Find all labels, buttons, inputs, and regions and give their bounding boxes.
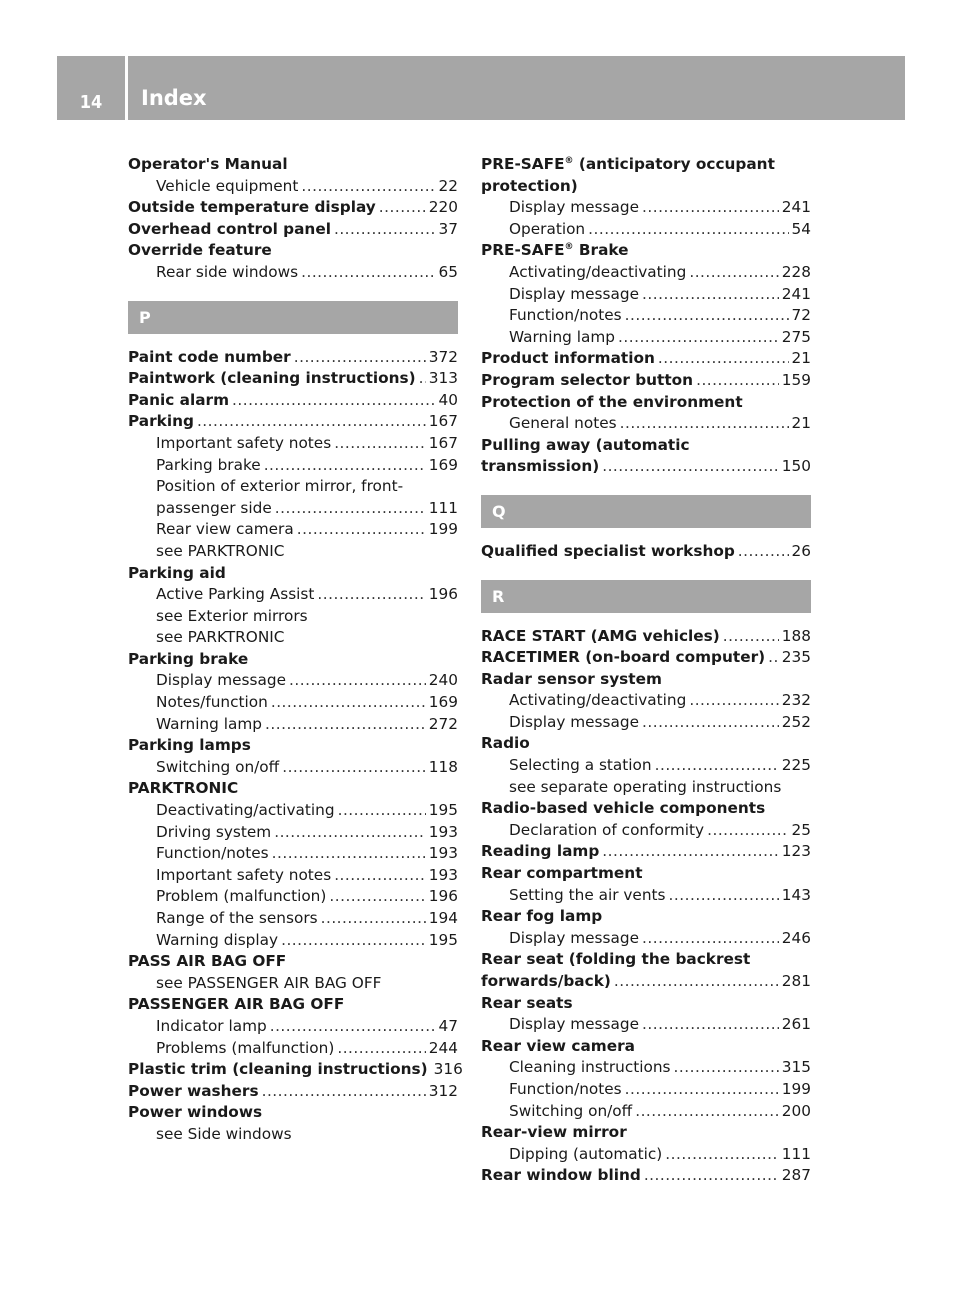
index-subentry xyxy=(481,712,811,734)
index-entry xyxy=(128,994,458,1016)
index-subentry xyxy=(128,1016,458,1038)
entry-term: Deactivating/activating xyxy=(156,801,335,820)
dot-leader xyxy=(689,262,778,284)
entry-term: Plastic trim (cleaning instructions) xyxy=(128,1060,428,1079)
dot-leader xyxy=(642,1014,779,1036)
entry-term: Overhead control panel xyxy=(128,219,331,238)
index-entry xyxy=(481,240,811,262)
index-subentry xyxy=(128,519,458,541)
entry-term: Setting the air vents xyxy=(509,885,666,904)
index-subentry xyxy=(128,541,458,563)
index-entry xyxy=(481,669,811,691)
index-entry xyxy=(128,240,458,262)
page-reference: 169 xyxy=(428,455,458,474)
page-reference: 193 xyxy=(428,844,458,863)
entry-term: PASSENGER AIR BAG OFF xyxy=(128,995,345,1014)
dot-leader xyxy=(281,930,426,952)
index-entry xyxy=(128,649,458,671)
index-subentry xyxy=(128,262,458,284)
page-reference: 315 xyxy=(781,1058,811,1077)
index-entry xyxy=(128,1102,458,1124)
entry-term: Problems (malfunction) xyxy=(156,1038,335,1057)
entry-term: Notes/function xyxy=(156,693,268,712)
entry-term: Switching on/off xyxy=(156,757,280,776)
dot-leader xyxy=(625,1079,779,1101)
index-subentry xyxy=(481,1057,811,1079)
page-reference: 196 xyxy=(428,887,458,906)
entry-term: Selecting a station xyxy=(509,756,652,775)
dot-leader xyxy=(317,584,425,606)
index-subentry xyxy=(128,476,458,498)
dot-leader xyxy=(337,1038,425,1060)
entry-term: Warning lamp xyxy=(156,714,262,733)
page-reference: 196 xyxy=(428,585,458,604)
dot-leader xyxy=(738,541,789,563)
index-entry xyxy=(481,733,811,755)
entry-term: Warning lamp xyxy=(509,327,615,346)
page-reference: 246 xyxy=(781,928,811,947)
dot-leader xyxy=(294,347,426,369)
index-entry xyxy=(481,949,811,971)
index-entry xyxy=(481,971,811,993)
dot-leader xyxy=(270,1016,436,1038)
entry-term: Display message xyxy=(509,1015,639,1034)
entry-term: see Exterior mirrors xyxy=(156,606,308,625)
dot-leader xyxy=(334,219,436,241)
index-subentry xyxy=(128,584,458,606)
dot-leader xyxy=(264,455,426,477)
index-subentry xyxy=(481,284,811,306)
dot-leader xyxy=(689,690,778,712)
page-reference: 150 xyxy=(781,457,811,476)
entry-term: Position of exterior mirror, front- xyxy=(156,477,404,496)
dot-leader xyxy=(588,219,788,241)
entry-term: PASS AIR BAG OFF xyxy=(128,952,287,971)
index-subentry xyxy=(128,886,458,908)
page-reference: 241 xyxy=(781,198,811,217)
section-letter-q: Q xyxy=(481,495,811,528)
index-subentry xyxy=(128,865,458,887)
entry-term: Rear side windows xyxy=(156,262,299,281)
index-group-p-continued xyxy=(481,154,811,478)
dot-leader xyxy=(419,368,426,390)
entry-term: Active Parking Assist xyxy=(156,585,315,604)
page-reference: 240 xyxy=(428,671,458,690)
index-entry xyxy=(128,390,458,412)
entry-term: Rear view camera xyxy=(481,1036,635,1055)
index-entry xyxy=(481,370,811,392)
page-reference: 275 xyxy=(781,327,811,346)
page-reference: 21 xyxy=(791,349,811,368)
page-reference: 252 xyxy=(781,712,811,731)
dot-leader xyxy=(379,197,426,219)
index-subentry xyxy=(481,820,811,842)
page-reference: 316 xyxy=(433,1060,463,1079)
index-subentry xyxy=(128,908,458,930)
entry-term: Protection of the environment xyxy=(481,392,743,411)
entry-term: Outside temperature display xyxy=(128,198,376,217)
dot-leader xyxy=(707,820,788,842)
page-reference: 26 xyxy=(791,541,811,560)
entry-term: Qualified specialist workshop xyxy=(481,541,735,560)
index-entry xyxy=(128,219,458,241)
entry-term: Panic alarm xyxy=(128,390,230,409)
page-reference: 199 xyxy=(428,520,458,539)
entry-term: Program selector button xyxy=(481,370,694,389)
page-reference: 65 xyxy=(438,262,458,281)
index-entry xyxy=(481,541,811,563)
dot-leader xyxy=(197,411,426,433)
entry-term: Rear-view mirror xyxy=(481,1123,627,1142)
entry-term: see Side windows xyxy=(156,1124,292,1143)
entry-term: Paint code number xyxy=(128,347,291,366)
entry-term: Indicator lamp xyxy=(156,1016,267,1035)
entry-term: passenger side xyxy=(156,498,272,517)
entry-term: Power windows xyxy=(128,1103,263,1122)
page-header xyxy=(57,56,905,120)
page-reference: 40 xyxy=(438,390,458,409)
page-reference: 25 xyxy=(791,820,811,839)
entry-term: Paintwork (cleaning instructions) xyxy=(128,369,416,388)
index-subentry xyxy=(481,885,811,907)
index-subentry xyxy=(128,822,458,844)
index-entry xyxy=(481,392,811,414)
entry-term: see PARKTRONIC xyxy=(156,628,285,647)
index-subentry xyxy=(481,219,811,241)
entry-term: Range of the sensors xyxy=(156,909,318,927)
index-subentry xyxy=(128,606,458,628)
index-subentry xyxy=(481,777,811,799)
index-subentry xyxy=(128,1038,458,1060)
index-entry xyxy=(481,841,811,863)
index-entry xyxy=(128,735,458,757)
entry-term: Vehicle equipment xyxy=(156,176,299,195)
dot-leader xyxy=(642,712,779,734)
index-subentry xyxy=(128,930,458,952)
page-reference: 159 xyxy=(781,370,811,389)
dot-leader xyxy=(642,284,779,306)
entry-term: PRE-SAFE® Brake xyxy=(481,241,629,260)
page-reference: 111 xyxy=(428,498,458,517)
index-entry xyxy=(128,347,458,369)
page-reference: 47 xyxy=(438,1016,458,1035)
entry-term: RACE START (AMG vehicles) xyxy=(481,626,720,645)
page-reference: 220 xyxy=(428,198,458,217)
dot-leader xyxy=(642,928,779,950)
index-subentry xyxy=(481,1101,811,1123)
dot-leader xyxy=(665,1144,779,1166)
dot-leader xyxy=(625,305,789,327)
index-subentry xyxy=(481,928,811,950)
index-entry xyxy=(481,626,811,648)
index-subentry xyxy=(481,262,811,284)
index-subentry xyxy=(128,627,458,649)
index-entry xyxy=(481,176,811,198)
dot-leader xyxy=(614,971,779,993)
entry-term: Display message xyxy=(509,198,639,217)
entry-term: forwards/back) xyxy=(481,972,611,990)
entry-term: Parking xyxy=(128,412,194,431)
page-reference: 232 xyxy=(781,691,811,710)
dot-leader xyxy=(696,370,779,392)
index-subentry xyxy=(128,800,458,822)
index-subentry xyxy=(128,1124,458,1146)
index-subentry xyxy=(481,1144,811,1166)
index-subentry xyxy=(128,670,458,692)
dot-leader xyxy=(674,1057,779,1079)
entry-term: Parking brake xyxy=(128,649,249,668)
entry-term: Rear compartment xyxy=(481,864,643,883)
dot-leader xyxy=(618,327,779,349)
entry-term: Activating/deactivating xyxy=(509,262,687,281)
dot-leader xyxy=(602,456,779,478)
index-subentry xyxy=(128,455,458,477)
page-reference: 261 xyxy=(781,1015,811,1034)
index-entry xyxy=(128,154,458,176)
entry-term: Parking brake xyxy=(156,455,261,474)
index-entry xyxy=(481,798,811,820)
page-reference: 372 xyxy=(428,347,458,366)
entry-term: Radio-based vehicle components xyxy=(481,799,766,818)
entry-term: Function/notes xyxy=(509,1079,622,1098)
index-entry xyxy=(481,435,811,457)
index-subentry xyxy=(481,755,811,777)
entry-term: Function/notes xyxy=(156,844,269,863)
index-entry xyxy=(481,456,811,478)
entry-term: Important safety notes xyxy=(156,865,332,884)
index-entry xyxy=(128,1059,463,1081)
index-entry xyxy=(128,563,458,585)
entry-term: Switching on/off xyxy=(509,1101,633,1120)
page-reference: 235 xyxy=(781,648,811,667)
dot-leader xyxy=(334,865,426,887)
index-column-right xyxy=(481,154,811,1187)
page-reference: 195 xyxy=(428,801,458,820)
page-reference: 21 xyxy=(791,414,811,433)
index-column-left xyxy=(128,154,463,1146)
entry-term: Problem (malfunction) xyxy=(156,887,327,906)
entry-term: RACETIMER (on-board computer) xyxy=(481,648,766,667)
entry-term: Parking aid xyxy=(128,563,226,582)
header-divider xyxy=(125,56,128,120)
page-reference: 118 xyxy=(428,757,458,776)
dot-leader xyxy=(265,714,426,736)
index-subentry xyxy=(128,757,458,779)
page-reference: 228 xyxy=(781,262,811,281)
index-entry xyxy=(481,348,811,370)
dot-leader xyxy=(669,885,779,907)
page-reference: 313 xyxy=(428,369,458,388)
entry-term: see PASSENGER AIR BAG OFF xyxy=(156,973,382,992)
page-reference: 193 xyxy=(428,822,458,841)
index-entry xyxy=(481,154,811,176)
index-subentry xyxy=(481,413,811,435)
entry-term: protection) xyxy=(481,176,578,195)
entry-term: Radar sensor system xyxy=(481,669,662,688)
dot-leader xyxy=(301,176,435,198)
entry-term: Parking lamps xyxy=(128,736,251,755)
dot-leader xyxy=(334,433,426,455)
index-entry xyxy=(481,993,811,1015)
entry-term: Dipping (automatic) xyxy=(509,1144,663,1163)
index-entry xyxy=(481,906,811,928)
index-subentry xyxy=(481,327,811,349)
page-reference: 199 xyxy=(781,1079,811,1098)
page-reference: 194 xyxy=(428,909,458,927)
index-subentry xyxy=(128,498,458,520)
entry-term: PARKTRONIC xyxy=(128,779,239,798)
dot-leader xyxy=(329,886,425,908)
dot-leader xyxy=(321,908,426,930)
dot-leader xyxy=(282,757,426,779)
entry-term: Rear seats xyxy=(481,993,573,1012)
index-entry xyxy=(128,197,458,219)
index-subentry xyxy=(128,692,458,714)
index-entry xyxy=(481,863,811,885)
dot-leader xyxy=(262,1081,426,1103)
entry-term: Rear seat (folding the backrest xyxy=(481,950,751,969)
index-entry xyxy=(481,1122,811,1144)
entry-term: Rear fog lamp xyxy=(481,907,603,926)
entry-term: PRE-SAFE® (anticipatory occupant xyxy=(481,155,775,173)
entry-term: Display message xyxy=(509,284,639,303)
dot-leader xyxy=(289,670,426,692)
entry-term: Pulling away (automatic xyxy=(481,435,690,454)
entry-term: Driving system xyxy=(156,822,272,841)
entry-term: Display message xyxy=(509,928,639,947)
index-group-q xyxy=(481,541,811,563)
entry-term: Radio xyxy=(481,734,530,753)
page-reference: 193 xyxy=(428,865,458,884)
page-reference: 123 xyxy=(781,842,811,861)
entry-term: General notes xyxy=(509,414,617,433)
page-reference: 188 xyxy=(781,626,811,645)
dot-leader xyxy=(232,390,436,412)
entry-term: Display message xyxy=(156,671,286,690)
index-entry xyxy=(128,951,458,973)
entry-term: Important safety notes xyxy=(156,433,332,452)
entry-term: see separate operating instructions xyxy=(509,777,782,796)
entry-term: Override feature xyxy=(128,241,272,260)
entry-term: Product information xyxy=(481,349,655,368)
index-subentry xyxy=(128,973,458,995)
index-subentry xyxy=(481,197,811,219)
page-reference: 54 xyxy=(791,219,811,238)
dot-leader xyxy=(655,755,779,777)
entry-term: Declaration of conformity xyxy=(509,820,705,839)
index-group-o-continued xyxy=(128,154,458,284)
page-reference: 200 xyxy=(781,1101,811,1120)
index-subentry xyxy=(128,433,458,455)
dot-leader xyxy=(635,1101,779,1123)
dot-leader xyxy=(768,647,779,669)
entry-term: Reading lamp xyxy=(481,842,600,861)
index-entry xyxy=(481,647,811,669)
entry-term: Activating/deactivating xyxy=(509,691,687,710)
entry-term: Rear view camera xyxy=(156,520,294,539)
dot-leader xyxy=(272,843,426,865)
index-entry xyxy=(128,778,458,800)
index-entry xyxy=(128,411,458,433)
entry-term: transmission) xyxy=(481,457,600,476)
dot-leader xyxy=(297,519,426,541)
page-reference: 169 xyxy=(428,693,458,712)
index-subentry xyxy=(128,843,458,865)
dot-leader xyxy=(275,498,426,520)
page-reference: 22 xyxy=(438,176,458,195)
index-group-r xyxy=(481,626,811,1187)
entry-term: Rear window blind xyxy=(481,1166,641,1185)
index-entry xyxy=(128,368,458,390)
page-reference: 37 xyxy=(438,219,458,238)
entry-term: Function/notes xyxy=(509,306,622,325)
page-reference: 167 xyxy=(428,412,458,431)
page-number: 14 xyxy=(79,92,103,113)
dot-leader xyxy=(658,348,789,370)
entry-term: Operation xyxy=(509,219,586,238)
page-reference: 143 xyxy=(781,885,811,904)
index-entry xyxy=(481,1165,811,1187)
index-group-p xyxy=(128,347,463,1146)
page-reference: 287 xyxy=(781,1166,811,1185)
page-title: Index xyxy=(141,86,207,110)
index-entry xyxy=(481,1036,811,1058)
page-reference: 312 xyxy=(428,1081,458,1100)
section-letter-r: R xyxy=(481,580,811,613)
dot-leader xyxy=(620,413,789,435)
page-reference: 72 xyxy=(791,306,811,325)
dot-leader xyxy=(338,800,426,822)
entry-term: Operator's Manual xyxy=(128,155,288,173)
page-reference: 225 xyxy=(781,756,811,775)
dot-leader xyxy=(271,692,426,714)
page-reference: 244 xyxy=(428,1038,458,1057)
dot-leader xyxy=(602,841,779,863)
page-reference: 195 xyxy=(428,930,458,949)
index-subentry xyxy=(481,1014,811,1036)
index-entry xyxy=(128,1081,458,1103)
dot-leader xyxy=(644,1165,779,1187)
index-subentry xyxy=(481,1079,811,1101)
dot-leader xyxy=(642,197,779,219)
entry-term: Cleaning instructions xyxy=(509,1058,671,1077)
dot-leader xyxy=(301,262,435,284)
page-reference: 167 xyxy=(428,433,458,452)
page-reference: 281 xyxy=(781,972,811,990)
index-subentry xyxy=(128,714,458,736)
page-reference: 241 xyxy=(781,284,811,303)
section-letter-p: P xyxy=(128,301,458,334)
entry-term: Display message xyxy=(509,712,639,731)
page-reference: 272 xyxy=(428,714,458,733)
index-subentry xyxy=(128,176,458,198)
entry-term: Warning display xyxy=(156,930,279,949)
index-subentry xyxy=(481,305,811,327)
index-subentry xyxy=(481,690,811,712)
entry-term: Power washers xyxy=(128,1081,259,1100)
entry-term: see PARKTRONIC xyxy=(156,541,285,560)
dot-leader xyxy=(723,626,779,648)
dot-leader xyxy=(274,822,426,844)
page-reference: 111 xyxy=(781,1144,811,1163)
